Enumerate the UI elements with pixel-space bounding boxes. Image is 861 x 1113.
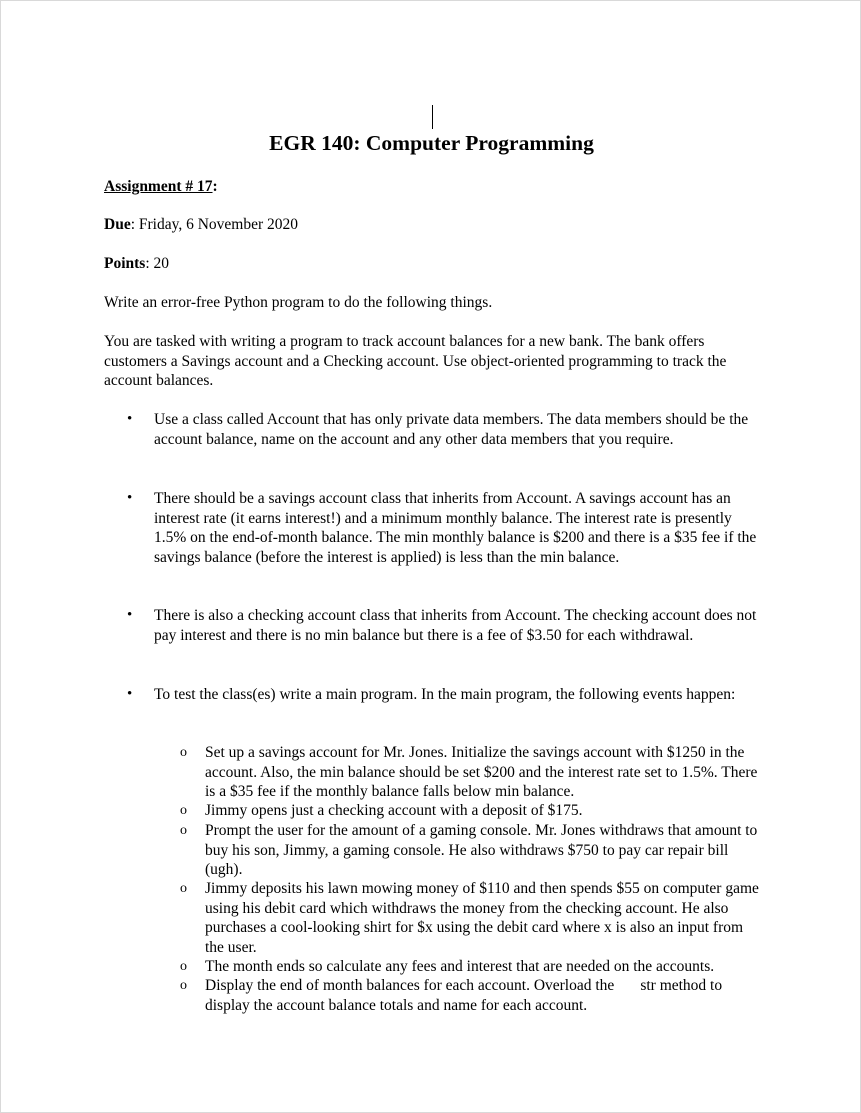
sub-bullet-icon: o bbox=[180, 745, 187, 760]
bullet-text: Use a class called Account that has only private data members. The data members should be the account balance, name on the account and any other data members that you require. bbox=[154, 411, 749, 448]
assignment-label: Assignment # 17 bbox=[104, 178, 213, 195]
intro-paragraph: Write an error-free Python program to do the following things. bbox=[104, 294, 493, 311]
bullet-icon: • bbox=[127, 490, 133, 506]
assignment-colon: : bbox=[212, 178, 218, 195]
bullet-item bbox=[127, 489, 766, 567]
sub-item-text: Prompt the user for the amount of a gaming console. Mr. Jones withdraws that amount to buy his son, Jimmy, a gaming console. He also withdraws $750 to pay car repair bill (ugh). bbox=[205, 822, 758, 878]
points-value: : 20 bbox=[145, 255, 170, 272]
sub-item bbox=[180, 976, 765, 1015]
description-paragraph: You are tasked with writing a program to track account balances for a new bank. The bank offers customers a Savings account and a Checking account. Use object-oriented programming to track the account balances. bbox=[104, 333, 727, 389]
bullet-icon: • bbox=[127, 607, 133, 623]
text-cursor bbox=[432, 105, 433, 129]
sub-item-text: The month ends so calculate any fees and interest that are needed on the accounts. bbox=[205, 958, 715, 975]
sub-item bbox=[180, 821, 765, 880]
sub-item-text-before: Display the end of month balances for each account. Overload the bbox=[205, 977, 615, 994]
sub-item-text-after: method to display the account balance totals and name for each account. bbox=[205, 977, 723, 1014]
sub-item bbox=[180, 743, 765, 802]
assignment-line bbox=[104, 177, 218, 197]
sub-item-text: Jimmy deposits his lawn mowing money of $110 and then spends $55 on computer game using his debit card which withdraws the money from the checking account. He also purchases a cool-looking shirt for $x using the debit card where x is also an input from the user. bbox=[205, 880, 759, 956]
bullet-text: To test the class(es) write a main program. In the main program, the following events happen: bbox=[154, 686, 736, 703]
bullet-icon: • bbox=[127, 411, 133, 427]
sub-bullet-icon: o bbox=[180, 881, 187, 896]
bullet-item bbox=[127, 410, 766, 449]
sub-bullet-icon: o bbox=[180, 803, 187, 818]
sub-item bbox=[180, 801, 765, 821]
sub-bullet-icon: o bbox=[180, 959, 187, 974]
bullet-item bbox=[127, 685, 766, 705]
bullet-text: There is also a checking account class that inherits from Account. The checking account does not pay interest and there is no min balance but there is a fee of $3.50 for each withdrawal. bbox=[154, 607, 757, 644]
bullet-icon: • bbox=[127, 686, 133, 702]
str-method-name: str bbox=[640, 977, 656, 994]
sub-item bbox=[180, 957, 770, 977]
due-line bbox=[104, 215, 298, 235]
due-label: Due bbox=[104, 216, 131, 233]
bullet-item bbox=[127, 606, 766, 645]
sub-item-text: Set up a savings account for Mr. Jones. Initialize the savings account with $1250 in the account. Also, the min balance should be set $200 and the interest rate set to 1.5%. There is a $35 fee if the monthly balance falls below min balance. bbox=[205, 744, 758, 800]
sub-bullet-icon: o bbox=[180, 823, 187, 838]
page-title: EGR 140: Computer Programming bbox=[269, 131, 594, 155]
points-line bbox=[104, 254, 169, 274]
points-label: Points bbox=[104, 255, 146, 272]
sub-item-text: Jimmy opens just a checking account with a deposit of $175. bbox=[205, 802, 583, 819]
sub-item bbox=[180, 879, 765, 957]
bullet-text: There should be a savings account class that inherits from Account. A savings account has an interest rate (it earns interest!) and a minimum monthly balance. The interest rate is presently 1.5% on the end-of-month balance. The min monthly balance is $200 and there is a $35 fee if the savings balance (before the interest is applied) is less than the min balance. bbox=[154, 490, 757, 566]
sub-bullet-icon: o bbox=[180, 978, 187, 993]
due-value: : Friday, 6 November 2020 bbox=[130, 216, 299, 233]
